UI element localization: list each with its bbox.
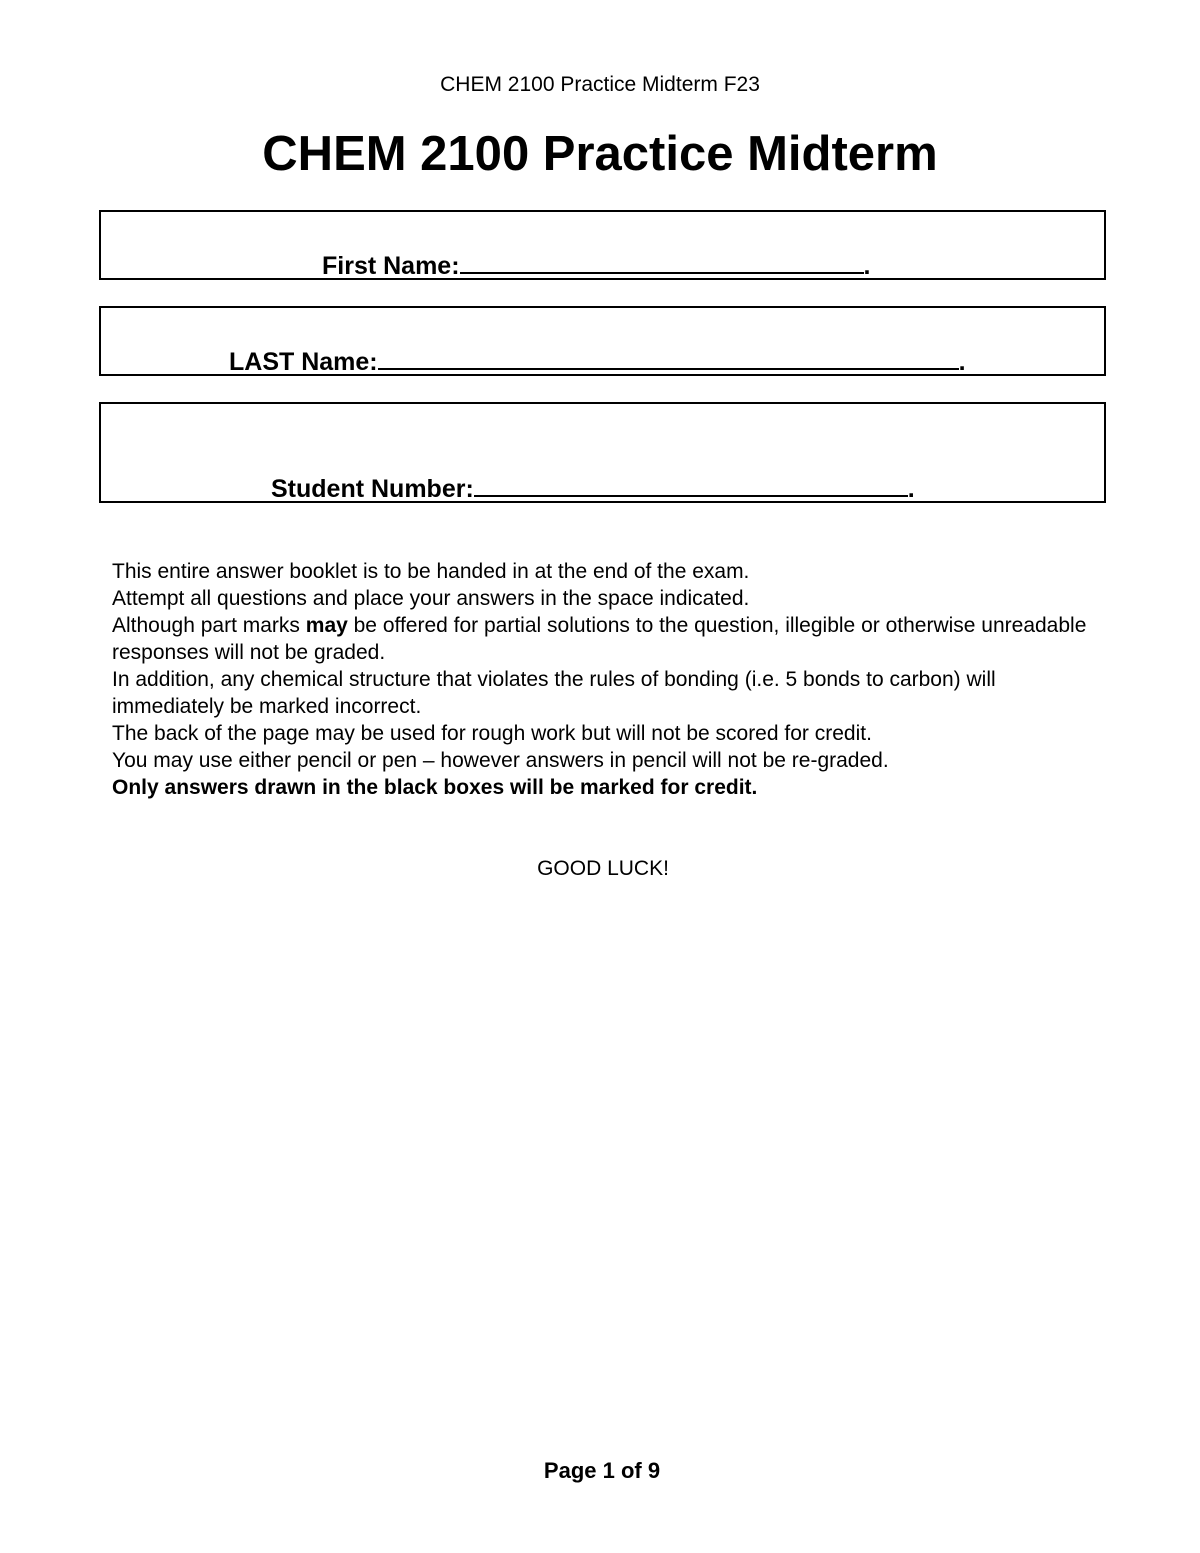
- instruction-text: be offered for partial solutions to the question, illegible or otherwise unreadable responses will not be graded.: [112, 614, 1087, 664]
- first-name-label: First Name:: [322, 252, 460, 280]
- page-number: Page 1 of 9: [543, 1458, 661, 1483]
- instruction-line: This entire answer booklet is to be handed in at the end of the exam.: [112, 560, 750, 583]
- last-name-box: [99, 306, 1106, 376]
- first-name-field[interactable]: [460, 248, 864, 274]
- good-luck-text: GOOD LUCK!: [537, 857, 669, 880]
- instructions: [112, 558, 1102, 801]
- student-number-box: [99, 402, 1106, 503]
- first-name-period: .: [863, 252, 871, 280]
- instruction-line-bold: Only answers drawn in the black boxes will be marked for credit.: [112, 776, 758, 799]
- instruction-line: The back of the page may be used for rough work but will not be scored for credit.: [112, 722, 872, 745]
- student-number-field[interactable]: [474, 471, 908, 497]
- running-header: CHEM 2100 Practice Midterm F23: [440, 73, 760, 96]
- last-name-label: LAST Name:: [229, 348, 378, 376]
- first-name-box: [99, 210, 1106, 280]
- instruction-line: [112, 612, 1102, 666]
- page-title: CHEM 2100 Practice Midterm: [262, 127, 938, 181]
- instruction-line: Attempt all questions and place your answers in the space indicated.: [112, 587, 750, 610]
- student-number-period: .: [907, 475, 915, 503]
- instruction-emphasis: may: [305, 614, 348, 637]
- last-name-period: .: [958, 348, 966, 376]
- last-name-field[interactable]: [378, 344, 959, 370]
- instruction-text: Although part marks: [112, 614, 306, 637]
- student-number-label: Student Number:: [271, 475, 474, 503]
- instruction-line: You may use either pencil or pen – however answers in pencil will not be re-graded.: [112, 749, 889, 772]
- instruction-line: In addition, any chemical structure that violates the rules of bonding (i.e. 5 bonds to carbon) will immediately be marked incorrect.: [112, 668, 996, 718]
